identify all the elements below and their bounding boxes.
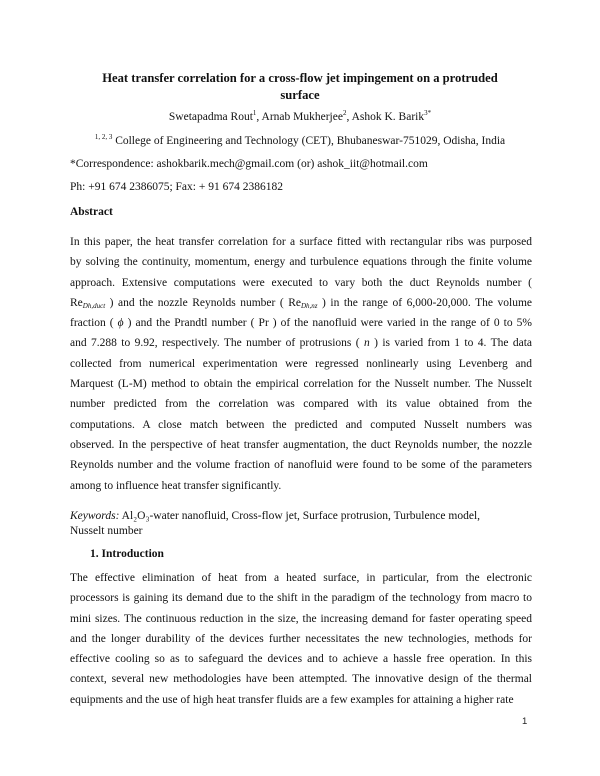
author-1-affil: 1 xyxy=(252,109,257,117)
introduction-line: equipments and the use of high heat transfer fluids are a few examples for attaining a higher rate xyxy=(70,693,514,706)
abstract-line: collected from numerical experimentation were regressed nonlinearly using Levenberg and xyxy=(70,357,532,370)
abstract-line: Marquest (L-M) method to obtain the empirical correlation for the Nusselt number. The Nusselt xyxy=(70,378,532,391)
affiliation xyxy=(0,134,600,149)
title-line-2: surface xyxy=(280,88,320,102)
keywords xyxy=(70,509,532,539)
keywords-label: Keywords: xyxy=(70,510,120,522)
phone-fax: Ph: +91 674 2386075; Fax: + 91 674 2386182 xyxy=(70,181,283,193)
title-line-1: Heat transfer correlation for a cross-flow jet impingement on a protruded xyxy=(102,71,498,85)
introduction-line: effective cooling so as to safeguard the devices and to achieve a hassle free operation. In this xyxy=(70,653,532,666)
affiliation-sup: 1, 2, 3 xyxy=(94,133,113,141)
abstract-heading: Abstract xyxy=(70,206,113,218)
author-3: Ashok K. Barik xyxy=(351,111,425,123)
keywords-line-2: Nusselt number xyxy=(70,525,143,537)
abstract-line: number predicted from the correlation was compared with its value obtained from the xyxy=(70,398,532,411)
abstract-line: and 7.288 to 9.92, respectively. The number of protrusions ( n ) is varied from 1 to 4. The data xyxy=(70,337,532,350)
abstract-line: observed. In the perspective of heat transfer augmentation, the duct Reynolds number, the nozzle xyxy=(70,438,532,451)
affiliation-text: College of Engineering and Technology (CET), Bhubaneswar-751029, Odisha, India xyxy=(112,135,506,147)
abstract-line: among to influence heat transfer significantly. xyxy=(70,479,282,492)
page-number: 1 xyxy=(522,716,528,727)
author-1: Swetapadma Rout xyxy=(168,111,253,123)
abstract-line: computations. A close match between the predicted and computed Nusselt numbers was xyxy=(70,418,532,431)
abstract-line: Reynolds number and the volume fraction of nanofluid were found to be some of the parameters xyxy=(70,459,532,472)
introduction-line: context, several new methodologies have been attempted. The innovative design of the thermal xyxy=(70,673,532,686)
abstract-line: approach. Extensive computations were executed to vary both the duct Reynolds number ( xyxy=(70,276,532,289)
author-2-affil: 2 xyxy=(342,109,347,117)
introduction-line: and the longer durability of the devices further necessitates the new technologies, methods for xyxy=(70,632,532,645)
author-3-affil: 3* xyxy=(424,109,432,117)
keywords-line-1: Al₂O₃-water nanofluid, Cross-flow jet, Surface protrusion, Turbulence model, xyxy=(119,510,481,522)
abstract-line: In this paper, the heat transfer correlation for a surface fitted with rectangular ribs was purposed xyxy=(70,236,532,248)
author-list: Swetapadma Rout$^1$, Arnab Mukherjee$^2$, Ashok K. Barik$^{3*}$ xyxy=(168,109,432,123)
correspondence: *Correspondence: ashokbarik.mech@gmail.com (or) ashok_iit@hotmail.com xyxy=(70,158,428,170)
section-heading-introduction: 1. Introduction xyxy=(90,548,164,560)
abstract-line: $Re_{Dh,duct}$ ) and the nozzle Reynolds number ( $Re_{Dh,nz}$ ) in the range of 6,000-20,000. The volume xyxy=(70,296,532,310)
introduction-line: processors is gaining its demand due to the shift in the paradigm of the technology from macro to xyxy=(70,592,532,605)
abstract-body xyxy=(70,232,532,496)
abstract-line: fraction ( ϕ ) and the Prandtl number ( Pr ) of the nanofluid were varied in the range of 0 to 5% xyxy=(70,317,532,330)
paper-title xyxy=(60,70,540,104)
introduction-line: mini sizes. The continuous reduction in the size, the increasing demand for faster operating speed xyxy=(70,612,532,625)
author-2: Arnab Mukherjee xyxy=(261,111,343,123)
introduction-body xyxy=(70,568,532,710)
abstract-line: by solving the continuity, momentum, energy and turbulence equations through the finite volume xyxy=(70,256,532,269)
introduction-line: The effective elimination of heat from a heated surface, in particular, from the electronic xyxy=(70,572,532,584)
